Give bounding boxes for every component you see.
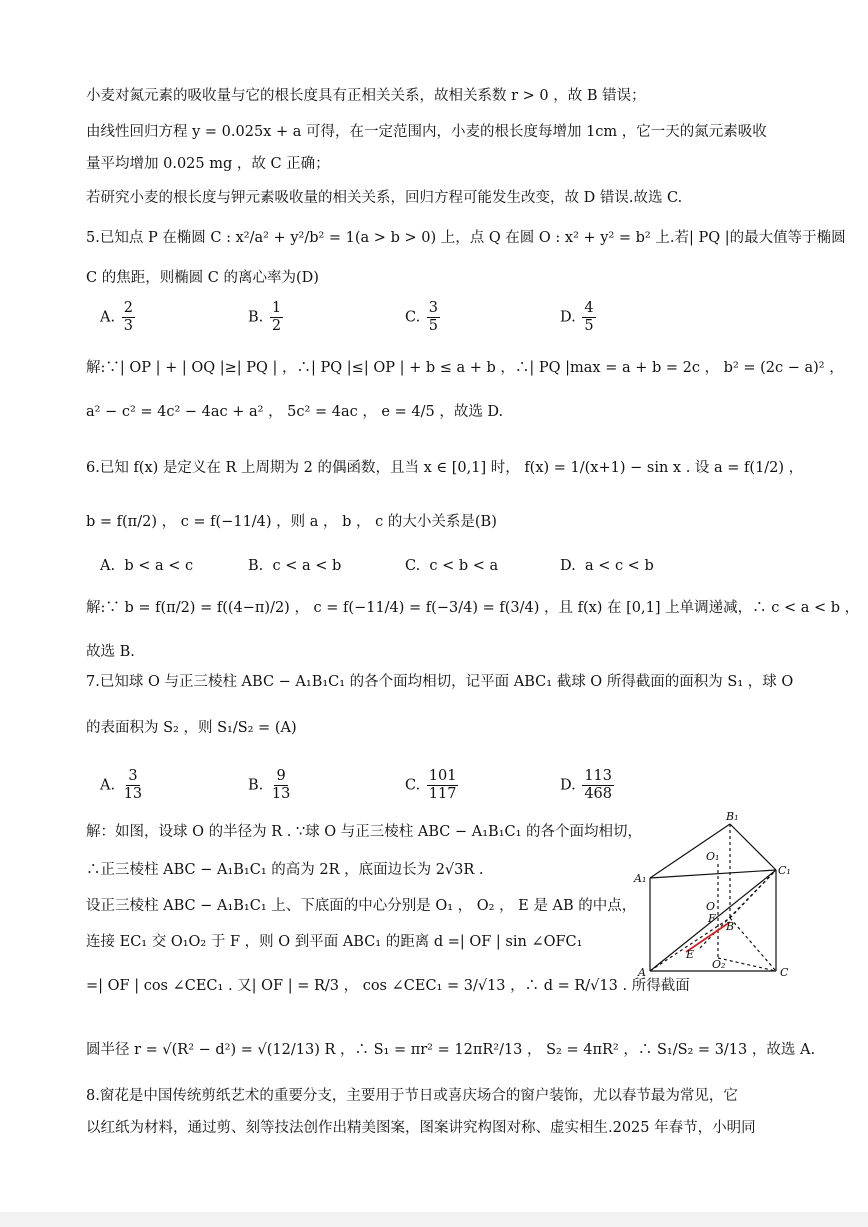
option-label: B. — [248, 777, 264, 794]
question-8-stem: 以红纸为材料，通过剪、刻等技法创作出精美图案，图案讲究构图对称、虚实相生.2025 年春节，小明同 — [86, 1120, 756, 1136]
option-a — [100, 556, 193, 576]
solution-6: 故选 B. — [86, 644, 135, 660]
option-fraction — [427, 300, 440, 335]
option-label: C. — [405, 777, 421, 794]
solution-7: 圆半径 r = √(R² − d²) = √(12/13) R ，∴ S₁ = πr² = 12πR²/13 ， S₂ = 4πR² ，∴ S₁/S₂ = 3/13 ，故选 A. — [86, 1042, 816, 1058]
option-fraction — [122, 300, 135, 335]
option-c — [405, 300, 442, 335]
label-b1: B₁ — [726, 810, 739, 823]
option-fraction — [582, 768, 614, 803]
option-label: A. — [100, 558, 116, 574]
option-b — [248, 556, 341, 576]
option-text: a < c < b — [584, 558, 654, 574]
label-o1: O₁ — [706, 850, 720, 863]
option-label: B. — [248, 309, 264, 326]
solution-7: ∴正三棱柱 ABC − A₁B₁C₁ 的高为 2R ，底面边长为 2√3R . — [86, 862, 484, 878]
label-b: B — [726, 920, 735, 933]
option-label: C. — [405, 309, 421, 326]
solution-7: 解：如图，设球 O 的半径为 R . ∵球 O 与正三棱柱 ABC − A₁B₁C₁ 的各个面均相切， — [86, 824, 643, 840]
label-o: O — [706, 900, 716, 913]
denominator: 5 — [584, 318, 594, 334]
solution-6: 解:∵ b = f(π/2) = f((4−π)/2) ， c = f(−11/4) = f(−3/4) = f(3/4) ，且 f(x) 在 [0,1] 上单调递减，∴ c < a < b ， — [86, 600, 860, 616]
option-fraction — [427, 768, 459, 803]
prism-figure — [630, 808, 805, 986]
label-c1: C₁ — [778, 864, 791, 877]
option-label: D. — [560, 309, 576, 326]
numerator: 3 — [128, 768, 138, 784]
option-d — [560, 556, 654, 576]
option-label: C. — [405, 558, 421, 574]
option-label: B. — [248, 558, 264, 574]
option-c — [405, 768, 460, 803]
denominator: 117 — [428, 786, 457, 802]
denominator: 468 — [584, 786, 613, 802]
question-5-stem: 5.已知点 P 在椭圆 C : x²/a² + y²/b² = 1(a > b > 0) 上，点 Q 在圆 O : x² + y² = b² 上.若| PQ |的最大值等于椭圆 — [86, 230, 846, 246]
numerator: 2 — [123, 300, 133, 316]
option-label: D. — [560, 777, 576, 794]
question-6-stem: b = f(π/2) ， c = f(−11/4) ，则 a ， b ， c 的大小关系是(B) — [86, 514, 497, 530]
option-text: b < a < c — [124, 558, 194, 574]
question-5-stem: C 的焦距，则椭圆 C 的离心率为(D) — [86, 270, 319, 286]
text-line: 小麦对氮元素的吸收量与它的根长度具有正相关关系，故相关系数 r > 0 ，故 B 错误； — [86, 88, 646, 104]
solution-7: 连接 EC₁ 交 O₁O₂ 于 F ，则 O 到平面 ABC₁ 的距离 d =| OF | sin ∠OFC₁ — [86, 934, 583, 950]
option-text: c < b < a — [429, 558, 499, 574]
question-6-stem: 6.已知 f(x) 是定义在 R 上周期为 2 的偶函数，且当 x ∈ [0,1] 时， f(x) = 1/(x+1) − sin x . 设 a = f(1/2) ， — [86, 460, 804, 476]
solution-7: =| OF | cos ∠CEC₁ . 又| OF | = R/3 ， cos ∠CEC₁ = 3/√13 ，∴ d = R/√13 . 所得截面 — [86, 978, 690, 994]
option-a — [100, 300, 137, 335]
text-line: 若研究小麦的根长度与钾元素吸收量的相关关系，回归方程可能发生改变，故 D 错误.故选 C. — [86, 190, 683, 206]
question-7-stem: 的表面积为 S₂ ，则 S₁/S₂ = (A) — [86, 720, 297, 736]
option-label: A. — [100, 777, 116, 794]
numerator: 1 — [271, 300, 282, 316]
denominator: 3 — [123, 318, 133, 334]
option-c — [405, 556, 498, 576]
label-a1: A₁ — [634, 872, 647, 885]
solution-5: a² − c² = 4c² − 4ac + a² ， 5c² = 4ac ， e = 4/5 ，故选 D. — [86, 404, 504, 420]
option-label: A. — [100, 309, 116, 326]
solution-7: 设正三棱柱 ABC − A₁B₁C₁ 上、下底面的中心分别是 O₁ ， O₂ ， E 是 AB 的中点， — [86, 898, 637, 914]
numerator: 9 — [276, 768, 286, 784]
option-fraction — [270, 300, 283, 335]
option-fraction — [582, 300, 595, 335]
text-line: 由线性回归方程 y = 0.025x + a 可得，在一定范围内，小麦的根长度每增加 1cm ，它一天的氮元素吸收 — [86, 124, 767, 140]
option-b — [248, 300, 285, 335]
option-b — [248, 768, 294, 803]
numerator: 113 — [584, 768, 613, 784]
page-bottom-band — [0, 1212, 868, 1227]
option-d — [560, 768, 616, 803]
option-label: D. — [560, 558, 576, 574]
numerator: 101 — [428, 768, 457, 784]
question-7-stem: 7.已知球 O 与正三棱柱 ABC − A₁B₁C₁ 的各个面均相切，记平面 ABC₁ 截球 O 所得截面的面积为 S₁ ，球 O — [86, 674, 794, 690]
label-a: A — [638, 966, 646, 979]
label-o2: O₂ — [712, 958, 726, 971]
numerator: 4 — [584, 300, 594, 316]
text-line: 量平均增加 0.025 mg ，故 C 正确； — [86, 156, 330, 172]
option-fraction — [122, 768, 144, 803]
option-d — [560, 300, 598, 335]
label-c: C — [780, 966, 789, 979]
numerator: 3 — [428, 300, 439, 316]
denominator: 2 — [271, 318, 282, 334]
option-text: c < a < b — [272, 558, 342, 574]
label-e: E — [686, 948, 695, 961]
solution-5: 解:∵| OP | + | OQ |≥| PQ | ，∴| PQ |≤| OP | + b ≤ a + b ，∴| PQ |max = a + b = 2c ， b² = (2c − a)² ， — [86, 360, 844, 376]
denominator: 5 — [428, 318, 439, 334]
denominator: 13 — [271, 786, 291, 802]
denominator: 13 — [123, 786, 143, 802]
label-f: F — [708, 912, 716, 925]
question-8-stem: 8.窗花是中国传统剪纸艺术的重要分支，主要用于节日或喜庆场合的窗户装饰，尤以春节最为常见，它 — [86, 1088, 738, 1104]
option-fraction — [270, 768, 292, 803]
prism-diagram — [630, 808, 805, 986]
option-a — [100, 768, 146, 803]
